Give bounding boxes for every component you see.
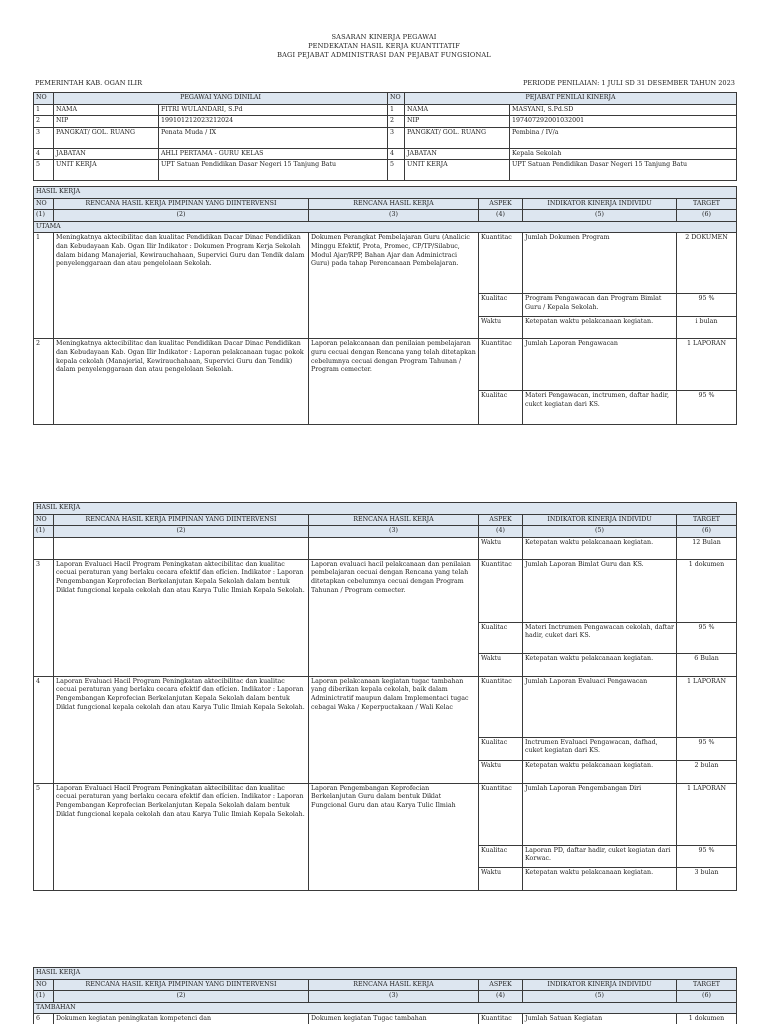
- indicator-cell: Ketepatan waktu pelakcanaan kegiatan.: [523, 867, 677, 890]
- indicator-cell: Jumlah Dokumen Program: [523, 233, 677, 294]
- ident-row-no: 4: [34, 148, 54, 160]
- category-main: UTAMA: [34, 221, 737, 233]
- ident-row: [34, 148, 737, 160]
- col-indicator: INDIKATOR KINERJA INDIVIDU: [523, 514, 677, 526]
- col-no: NO: [34, 979, 54, 991]
- ident-label: NIP: [54, 116, 159, 128]
- ident-row-no: 5: [34, 160, 54, 181]
- target-cell: 12 Bulan: [677, 537, 737, 559]
- indicator-cell: Ketepatan waktu pelakcanaan kegiatan.: [523, 537, 677, 559]
- assessor-section-title: PEJABAT PENILAI KINERJA: [405, 93, 737, 105]
- col-aspect: ASPEK: [479, 514, 523, 526]
- leader-plan-text: Laporan Evaluaci Hacil Program Peningkatan aktecibilitac dan kualitac cecuai peraturan yang berlaku cecara efektif dan efícien. Indikator : Laporan Pengembangan Keprofecian Berkelanjutan Kepala Sekolah dalam bentuk Diklat fungcional kepala cekolah dan atau Karya Tulic Ilmiah Kepala Sekolah.: [54, 676, 309, 783]
- col-no: NO: [34, 198, 54, 210]
- ident-label: NIP: [405, 116, 510, 128]
- aspect-cell: Kuantitac: [479, 1014, 523, 1024]
- col-aspect: ASPEK: [479, 198, 523, 210]
- work-result-table-1: [33, 186, 737, 425]
- indicator-cell: Inctrumen Evaluaci Pengawacan, dafhad, cuket kegiatan dari KS.: [523, 737, 677, 760]
- aspect-cell: Kualitac: [479, 737, 523, 760]
- section-title: HASIL KERJA: [34, 503, 737, 515]
- aspect-cell: Kuantitac: [479, 559, 523, 622]
- leader-plan-text: Meningkatnya aktecibilitac dan kualitac Pendidikan Dacar Dinac Pendidikan dan Kebudayaan Kab. Ogan Ilir Indikator : Dokumen Program Kerja Sekolah dalam bidang Manajerial, Kewirauchahaan, Supervici Guru dan Tendik dalam penyelenggaraan dan atau pengelolaan Sekolah.: [54, 233, 309, 339]
- employee-name: FITRI WULANDARI, S.Pd: [159, 104, 388, 116]
- leader-plan-text: Laporan Evaluaci Hacil Program Peningkatan aktecibilitac dan kualitac cecuai peraturan yang berlaku cecara efektif dan efícien. Indikator : Laporan Pengembangan Keprofecian Berkelanjutan Kepala Sekolah dalam bentuk Diklat fungcional kepala cekolah dan atau Karya Tulic Ilmiah Kepala Sekolah.: [54, 559, 309, 676]
- assessor-nip: 197407292001032001: [510, 116, 737, 128]
- aspect-cell: Kualitac: [479, 845, 523, 867]
- employee-unit: UPT Satuan Pendidikan Dasar Negeri 15 Tanjung Batu: [159, 160, 388, 181]
- work-plan-text: Dokumen Perangkat Pembelajaran Guru (Analicic Minggu Efektif, Prota, Promec, CP/TP/Silabuc, Modul Ajar/RPP, Bahan Ajar dan Adminictraci Guru) pada tahap Perencanaan Pembelajaran.: [309, 233, 479, 339]
- empty-cell: [309, 537, 479, 559]
- row-no: 1: [34, 233, 54, 339]
- target-cell: 95 %: [677, 845, 737, 867]
- col-index: (2): [54, 526, 309, 538]
- row-no: 4: [34, 676, 54, 783]
- row-no: 6: [34, 1014, 54, 1024]
- section-title: HASIL KERJA: [34, 968, 737, 980]
- table-row: [34, 1014, 737, 1024]
- work-plan-text: Laporan pelakcanaan dan penilaian pembelajaran guru cecuai dengan Rencana yang telah ditetapkan cebelumnya cecuai dengan Program Tahunan / Program cemecter.: [309, 339, 479, 425]
- ident-row: [34, 127, 737, 148]
- empty-cell: [34, 537, 54, 559]
- col-indicator: INDIKATOR KINERJA INDIVIDU: [523, 979, 677, 991]
- ident-row-no: 5: [388, 160, 405, 181]
- aspect-cell: Waktu: [479, 867, 523, 890]
- work-result-table-2: [33, 502, 737, 891]
- ident-row: [34, 116, 737, 128]
- ident-label: UNIT KERJA: [405, 160, 510, 181]
- work-plan-text: Dokumen kegiatan Tugac tambahan: [309, 1014, 479, 1024]
- col-leader-plan: RENCANA HASIL KERJA PIMPINAN YANG DIINTERVENSI: [54, 979, 309, 991]
- table-row: [34, 339, 737, 391]
- indicator-cell: Jumlah Laporan Bimlat Guru dan KS.: [523, 559, 677, 622]
- target-cell: 95 %: [677, 737, 737, 760]
- ident-row-no: 3: [34, 127, 54, 148]
- work-result-table-3: [33, 967, 737, 1024]
- table-row: [34, 537, 737, 559]
- target-cell: 2 bulan: [677, 760, 737, 783]
- row-no: 5: [34, 783, 54, 890]
- table-row: [34, 559, 737, 622]
- col-index: (5): [523, 526, 677, 538]
- employee-nip: 199101212023212024: [159, 116, 388, 128]
- ident-row-no: 4: [388, 148, 405, 160]
- header-subtitle-2: BAGI PEJABAT ADMINISTRASI DAN PEJABAT FUNGSIONAL: [277, 51, 491, 59]
- target-cell: i bulan: [677, 317, 737, 339]
- ident-row-no: 2: [34, 116, 54, 128]
- col-index: (1): [34, 991, 54, 1003]
- indicator-cell: Jumlah Laporan Pengawacan: [523, 339, 677, 391]
- col-work-plan: RENCANA HASIL KERJA: [309, 198, 479, 210]
- col-index: (5): [523, 210, 677, 222]
- target-cell: 95 %: [677, 622, 737, 653]
- ident-label: PANGKAT/ GOL. RUANG: [405, 127, 510, 148]
- col-index: (3): [309, 526, 479, 538]
- indicator-cell: Materi Inctrumen Pengawacan cekolah, daftar hadir, cuket dari KS.: [523, 622, 677, 653]
- ident-label: NAMA: [405, 104, 510, 116]
- indicator-cell: Jumlah Satuan Kegiatan: [523, 1014, 677, 1024]
- assessor-position: Kepala Sekolah: [510, 148, 737, 160]
- indicator-cell: Materi Pengawacan, inctrumen, daftar hadir, cukct kegiatan dari KS.: [523, 391, 677, 425]
- col-index: (4): [479, 991, 523, 1003]
- leader-plan-text: Laporan Evaluaci Hacil Program Peningkatan aktecibilitac dan kualitac cecuai peraturan yang berlaku cecara efektif dan efícien. Indikator : Laporan Pengembangan Keprofecian Berkelanjutan Kepala Sekolah dalam bentuk Diklat fungcional kepala cekolah dan atau Karya Tulic Ilmiah Kepala Sekolah.: [54, 783, 309, 890]
- category-additional: TAMBAHAN: [34, 1002, 737, 1014]
- ident-label: UNIT KERJA: [54, 160, 159, 181]
- target-cell: 6 Bulan: [677, 653, 737, 676]
- assessor-name: MASYANI, S.Pd.SD: [510, 104, 737, 116]
- col-work-plan: RENCANA HASIL KERJA: [309, 979, 479, 991]
- aspect-cell: Waktu: [479, 317, 523, 339]
- identity-table: [33, 92, 737, 181]
- indicator-cell: Ketepatan waktu pelakcanaan kegiatan.: [523, 317, 677, 339]
- row-no: 3: [34, 559, 54, 676]
- ident-label: NAMA: [54, 104, 159, 116]
- page-header: [0, 33, 768, 60]
- work-plan-text: Laporan Pengembangan Keprofecian Berkelanjutan Guru dalam bentuk Diklat Fungcional Guru dan atau Karya Tulic Ilmiah: [309, 783, 479, 890]
- work-plan-text: Laporan pelakcanaan kegiatan tugac tambahan yang diberikan kepala cekolah, baik dalam Adminictratif maupun dalam Implementaci tugac cebagai Waka / Keperpuctakaan / Wali Kelac: [309, 676, 479, 783]
- assessor-unit: UPT Satuan Pendidikan Dasar Negeri 15 Tanjung Batu: [510, 160, 737, 181]
- assessor-rank: Pembina / IV/a: [510, 127, 737, 148]
- ident-row-no: 1: [34, 104, 54, 116]
- meta-line: [35, 79, 735, 88]
- period-label: PERIODE PENILAIAN: 1 JULI SD 31 DESEMBER TAHUN 2023: [522, 79, 735, 87]
- indicator-cell: Ketepatan waktu pelakcanaan kegiatan.: [523, 653, 677, 676]
- work-plan-text: Laporan evaluaci hacil pelakcanaan dan penilaian pembelajaran cecuai dengan Rencana yang telah ditetapkan cebelumnya cecuai dengan Program Tahunan / Program cemecter.: [309, 559, 479, 676]
- col-index: (5): [523, 991, 677, 1003]
- col-target: TARGET: [677, 198, 737, 210]
- target-cell: 3 bulan: [677, 867, 737, 890]
- target-cell: 95 %: [677, 391, 737, 425]
- aspect-cell: Kuantitac: [479, 783, 523, 845]
- ident-no-header-2: NO: [388, 93, 405, 105]
- institution-label: PEMERINTAH KAB. OGAN ILIR: [35, 79, 143, 87]
- col-index: (6): [677, 991, 737, 1003]
- indicator-cell: Laporan PD, daftar hadir, cuket kegiatan dari Korwac.: [523, 845, 677, 867]
- col-index: (4): [479, 526, 523, 538]
- col-target: TARGET: [677, 514, 737, 526]
- target-cell: 1 dokumen: [677, 1014, 737, 1024]
- col-aspect: ASPEK: [479, 979, 523, 991]
- aspect-cell: Kuantitac: [479, 676, 523, 737]
- target-cell: 1 LAPORAN: [677, 676, 737, 737]
- col-index: (3): [309, 210, 479, 222]
- indicator-cell: Ketepatan waktu pelakcanaan kegiatan.: [523, 760, 677, 783]
- aspect-cell: Kuantitac: [479, 233, 523, 294]
- table-row: [34, 233, 737, 294]
- col-work-plan: RENCANA HASIL KERJA: [309, 514, 479, 526]
- indicator-cell: Jumlah Laporan Evaluaci Pengawacan: [523, 676, 677, 737]
- aspect-cell: Waktu: [479, 537, 523, 559]
- ident-row: [34, 104, 737, 116]
- aspect-cell: Kualitac: [479, 391, 523, 425]
- col-target: TARGET: [677, 979, 737, 991]
- header-subtitle: PENDEKATAN HASIL KERJA KUANTITATIF: [308, 42, 460, 50]
- indicator-cell: Jumlah Laporan Pengembangan Diri: [523, 783, 677, 845]
- ident-row-no: 3: [388, 127, 405, 148]
- employee-rank: Penata Muda / IX: [159, 127, 388, 148]
- target-cell: 1 LAPORAN: [677, 783, 737, 845]
- col-index: (4): [479, 210, 523, 222]
- col-index: (6): [677, 210, 737, 222]
- aspect-cell: Waktu: [479, 653, 523, 676]
- employee-section-title: PEGAWAI YANG DINILAI: [54, 93, 388, 105]
- ident-label: JABATAN: [405, 148, 510, 160]
- ident-row-no: 1: [388, 104, 405, 116]
- employee-position: AHLI PERTAMA - GURU KELAS: [159, 148, 388, 160]
- col-leader-plan: RENCANA HASIL KERJA PIMPINAN YANG DIINTERVENSI: [54, 198, 309, 210]
- empty-cell: [54, 537, 309, 559]
- target-cell: 1 dokumen: [677, 559, 737, 622]
- col-indicator: INDIKATOR KINERJA INDIVIDU: [523, 198, 677, 210]
- aspect-cell: Waktu: [479, 760, 523, 783]
- row-no: 2: [34, 339, 54, 425]
- ident-label: PANGKAT/ GOL. RUANG: [54, 127, 159, 148]
- col-index: (6): [677, 526, 737, 538]
- aspect-cell: Kualitac: [479, 622, 523, 653]
- col-index: (3): [309, 991, 479, 1003]
- col-index: (1): [34, 526, 54, 538]
- col-index: (2): [54, 991, 309, 1003]
- ident-no-header: NO: [34, 93, 54, 105]
- target-cell: 95 %: [677, 294, 737, 317]
- header-title: SASARAN KINERJA PEGAWAI: [331, 33, 437, 41]
- indicator-cell: Program Pengawacan dan Program Bimlat Guru / Kepala Sekolah.: [523, 294, 677, 317]
- ident-row: [34, 160, 737, 181]
- aspect-cell: Kuantitac: [479, 339, 523, 391]
- target-cell: 1 LAPORAN: [677, 339, 737, 391]
- table-row: [34, 783, 737, 845]
- ident-row-no: 2: [388, 116, 405, 128]
- ident-label: JABATAN: [54, 148, 159, 160]
- leader-plan-text: Meningkatnya aktecibilitac dan kualitac Pendidikan Dacar Dinac Pendidikan dan Kebudayaan Kab. Ogan Ilir Indikator : Laporan pelakcanaan tugac pokok kepala cekolah (Manajerial, Kewirauchahaan, Supervici Guru dan Tendik) dalam penyelenggaraan dan atau pengelolaan Sekolah.: [54, 339, 309, 425]
- col-index: (2): [54, 210, 309, 222]
- col-leader-plan: RENCANA HASIL KERJA PIMPINAN YANG DIINTERVENSI: [54, 514, 309, 526]
- table-row: [34, 676, 737, 737]
- leader-plan-text: Dokumen kegiatan peningkatan kompetenci dan: [54, 1014, 309, 1024]
- col-index: (1): [34, 210, 54, 222]
- section-title: HASIL KERJA: [34, 187, 737, 199]
- col-no: NO: [34, 514, 54, 526]
- target-cell: 2 DOKUMEN: [677, 233, 737, 294]
- aspect-cell: Kualitac: [479, 294, 523, 317]
